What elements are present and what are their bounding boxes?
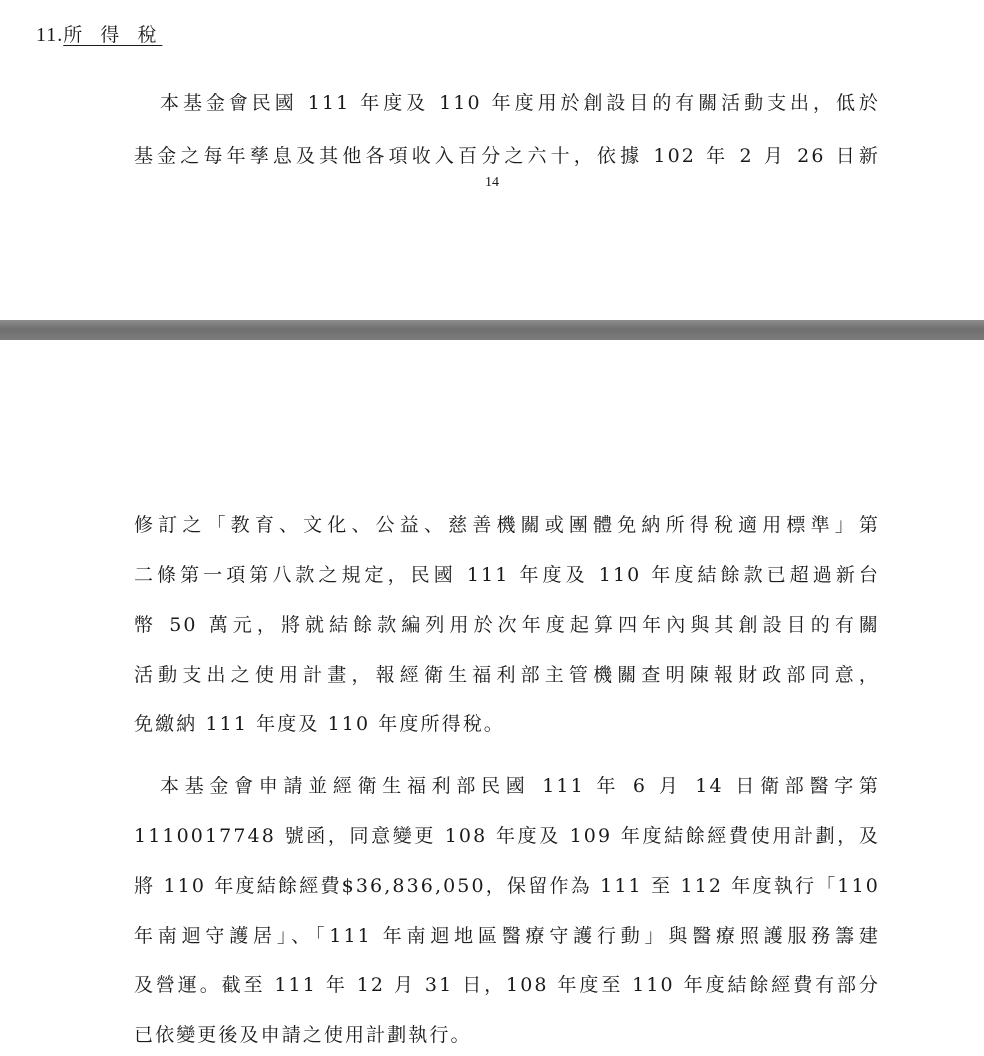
paragraph-line: 修訂之「教育、文化、公益、慈善機關或團體免納所得稅適用標準」第 bbox=[134, 514, 880, 536]
paragraph-line: 年南迴守護居」、「111 年南迴地區醫療守護行動」與醫療照護服務籌建 bbox=[134, 925, 880, 947]
paragraph-line: 及營運。截至 111 年 12 月 31 日，108 年度至 110 年度結餘經費有部分 bbox=[134, 974, 880, 996]
section-heading bbox=[36, 20, 162, 47]
top-page bbox=[0, 0, 984, 320]
paragraph-line: 1110017748 號函，同意變更 108 年度及 109 年度結餘經費使用計劃，及 bbox=[134, 825, 880, 847]
paragraph-line: 免繳納 111 年度及 110 年度所得稅。 bbox=[134, 713, 505, 735]
page-divider bbox=[0, 320, 984, 340]
paragraph-line: 本基金會民國 111 年度及 110 年度用於創設目的有關活動支出，低於 bbox=[160, 92, 880, 114]
paragraph-line: 幣 50 萬元，將就結餘款編列用於次年度起算四年內與其創設目的有關 bbox=[134, 614, 880, 636]
paragraph-line: 活動支出之使用計畫，報經衛生福利部主管機關查明陳報財政部同意， bbox=[134, 664, 880, 686]
paragraph-line: 已依變更後及申請之使用計劃執行。 bbox=[134, 1024, 472, 1046]
bottom-page bbox=[0, 340, 984, 1056]
paragraph-line: 將 110 年度結餘經費$36,836,050，保留作為 111 至 112 年度執行「110 bbox=[134, 875, 880, 897]
paragraph-line: 基金之每年孳息及其他各項收入百分之六十，依據 102 年 2 月 26 日新 bbox=[134, 145, 880, 167]
paragraph-line: 本基金會申請並經衛生福利部民國 111 年 6 月 14 日衛部醫字第 bbox=[160, 775, 880, 797]
section-title: 所 得 稅 bbox=[63, 24, 163, 46]
paragraph-line: 二條第一項第八款之規定，民國 111 年度及 110 年度結餘款已超過新台 bbox=[134, 564, 880, 586]
page-number: 14 bbox=[485, 175, 499, 190]
section-number: 11. bbox=[36, 24, 64, 46]
